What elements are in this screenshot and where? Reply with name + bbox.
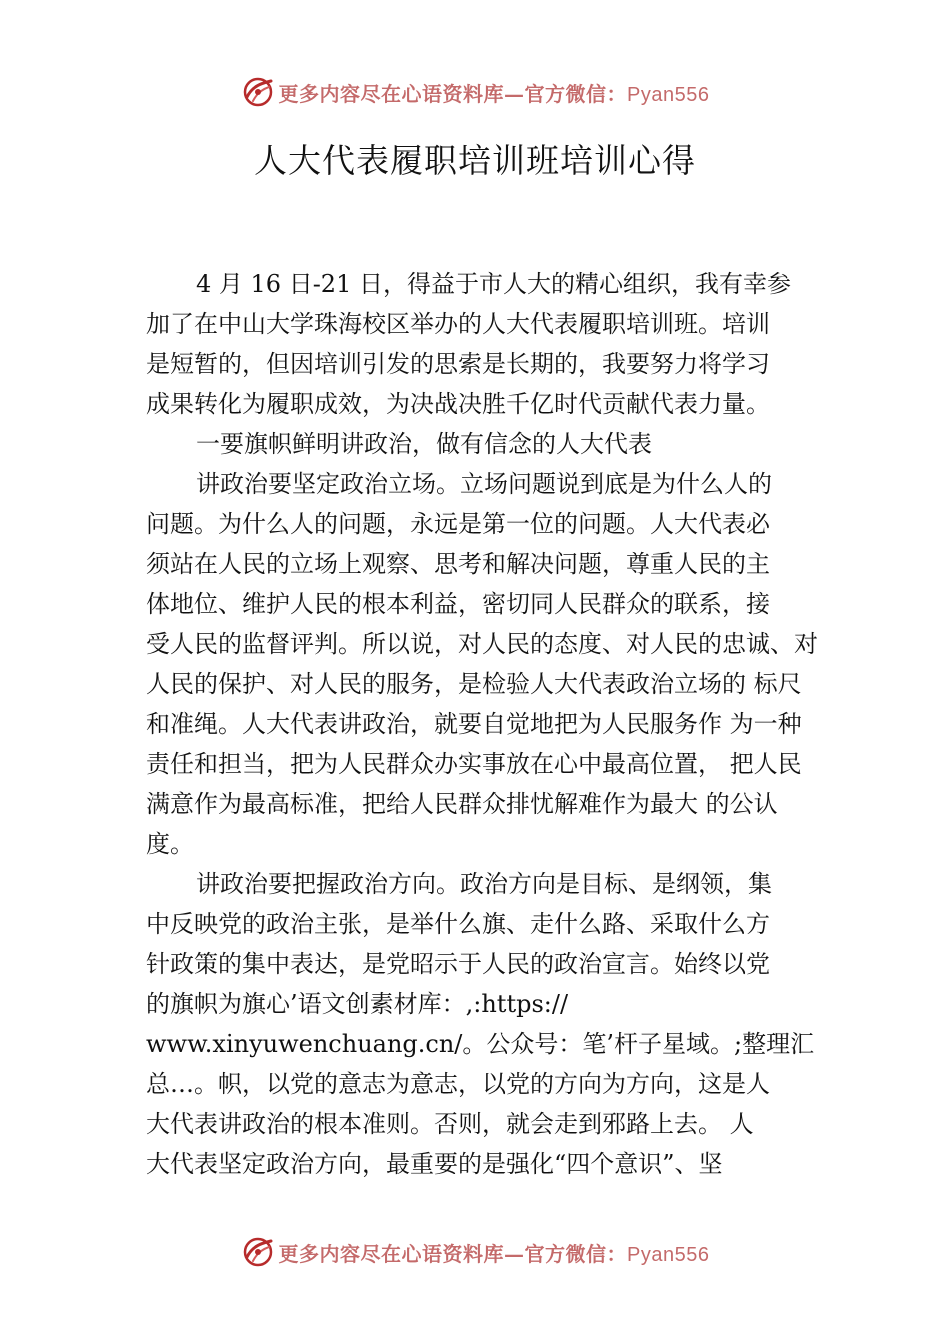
footer-watermark-banner — [0, 1232, 950, 1272]
body-line-url: www.xinyuwenchuang.cn/。公众号：笔’杆子星域。;整理汇 — [146, 1030, 815, 1058]
banner-wechat-id: Pyan556 — [627, 1243, 710, 1266]
body-line: 的旗帜为旗心’语文创素材库：,:https:// — [146, 990, 569, 1018]
banner-label: 更多内容尽在心语资料库—官方微信： — [278, 1241, 628, 1266]
body-line: 责任和担当，把为人民群众办实事放在心中最高位置， 把人民 — [146, 750, 802, 778]
body-line: 成果转化为履职成效，为决战决胜千亿时代贡献代表力量。 — [146, 390, 770, 418]
banner-text — [279, 1238, 710, 1267]
body-line: 满意作为最高标准，把给人民群众排忧解难作为最大 的公认 — [146, 790, 778, 818]
body-line: 大代表讲政治的根本准则。否则，就会走到邪路上去。 人 — [146, 1110, 754, 1138]
header-watermark-banner — [0, 72, 950, 112]
body-line: 针政策的集中表达，是党昭示于人民的政治宣言。始终以党 — [146, 950, 770, 978]
body-line: 受人民的监督评判。所以说，对人民的态度、对人民的忠诚、对 — [146, 630, 818, 658]
banner-label: 更多内容尽在心语资料库—官方微信： — [278, 81, 628, 106]
body-line: 和准绳。人大代表讲政治，就要自觉地把为人民服务作 为一种 — [146, 710, 802, 738]
body-line: 加了在中山大学珠海校区举办的人大代表履职培训班。培训 — [146, 310, 770, 338]
body-line: 度。 — [146, 830, 194, 858]
body-line: 体地位、维护人民的根本利益，密切同人民群众的联系，接 — [146, 590, 770, 618]
body-line: 讲政治要坚定政治立场。立场问题说到底是为什么人的 — [196, 470, 772, 498]
banner-wechat-id: Pyan556 — [627, 83, 710, 106]
body-line: 讲政治要把握政治方向。政治方向是目标、是纲领，集 — [196, 870, 772, 898]
body-line: 大代表坚定政治方向，最重要的是强化“四个意识”、坚 — [146, 1150, 723, 1178]
body-line: 问题。为什么人的问题，永远是第一位的问题。人大代表必 — [146, 510, 770, 538]
body-line: 须站在人民的立场上观察、思考和解决问题，尊重人民的主 — [146, 550, 770, 578]
body-line: 总…。帜，以党的意志为意志，以党的方向为方向，这是人 — [146, 1070, 770, 1098]
document-body — [146, 264, 830, 1184]
section-heading: 一要旗帜鲜明讲政治，做有信念的人大代表 — [196, 430, 652, 458]
body-line: 人民的保护、对人民的服务，是检验人大代表政治立场的 标尺 — [146, 670, 802, 698]
brand-logo-icon — [241, 1235, 275, 1269]
body-line: 4 月 16 日-21 日，得益于市人大的精心组织，我有幸参 — [196, 270, 791, 298]
body-line: 是短暂的，但因培训引发的思索是长期的，我要努力将学习 — [146, 350, 770, 378]
document-title: 人大代表履职培训班培训心得 — [254, 141, 696, 180]
banner-text — [279, 78, 710, 107]
brand-logo-icon — [241, 75, 275, 109]
body-line: 中反映党的政治主张，是举什么旗、走什么路、采取什么方 — [146, 910, 770, 938]
